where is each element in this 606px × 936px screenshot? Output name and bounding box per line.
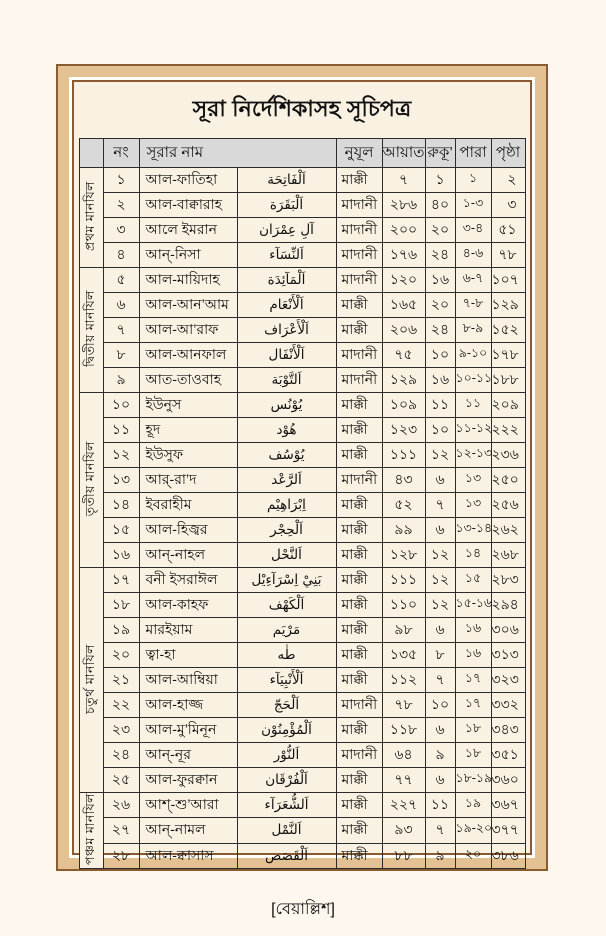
surah-name-bengali: আন্-নামল bbox=[139, 818, 237, 843]
surah-name-bengali: ইবরাহীম bbox=[139, 493, 237, 518]
ruku-count: ১০ bbox=[425, 418, 455, 443]
ruku-count: ১৬ bbox=[425, 268, 455, 293]
ruku-count: ৮ bbox=[425, 643, 455, 668]
surah-table-body bbox=[79, 168, 525, 869]
surah-name-arabic: يُوْنُس bbox=[237, 393, 336, 418]
ruku-count: ৭ bbox=[425, 668, 455, 693]
surah-number: ১৯ bbox=[103, 618, 139, 643]
revelation-place: মাক্কী bbox=[336, 168, 382, 193]
table-row bbox=[79, 218, 525, 243]
ruku-count: ১২ bbox=[425, 443, 455, 468]
revelation-place: মাক্কী bbox=[336, 518, 382, 543]
revelation-place: মাক্কী bbox=[336, 643, 382, 668]
page-number: ১৫২ bbox=[491, 318, 525, 343]
ayat-count: ৭ bbox=[382, 168, 425, 193]
surah-number: ১৭ bbox=[103, 568, 139, 593]
surah-number: ২৬ bbox=[103, 793, 139, 818]
para-range: ৯-১০ bbox=[455, 343, 491, 368]
header-no: নং bbox=[103, 139, 139, 168]
surah-name-arabic: اَلْفُرْقَان bbox=[237, 768, 336, 793]
para-range: ১৭ bbox=[455, 668, 491, 693]
ruku-count: ১১ bbox=[425, 793, 455, 818]
ruku-count: ২৪ bbox=[425, 243, 455, 268]
surah-name-arabic: اَلرَّعْد bbox=[237, 468, 336, 493]
table-row bbox=[79, 393, 525, 418]
manzil-group-cell bbox=[79, 268, 103, 393]
manzil-label: চতুর্থ মানযিল bbox=[83, 643, 98, 714]
ayat-count: ১২০ bbox=[382, 268, 425, 293]
ruku-count: ১২ bbox=[425, 593, 455, 618]
table-row bbox=[79, 493, 525, 518]
revelation-place: মাক্কী bbox=[336, 768, 382, 793]
para-range: ৭-৮ bbox=[455, 293, 491, 318]
surah-name-bengali: হূদ bbox=[139, 418, 237, 443]
ayat-count: ১১০ bbox=[382, 593, 425, 618]
revelation-place: মাক্কী bbox=[336, 318, 382, 343]
page-number: ২ bbox=[491, 168, 525, 193]
page-number: ২০৯ bbox=[491, 393, 525, 418]
para-range: ১৬ bbox=[455, 643, 491, 668]
revelation-place: মাদানী bbox=[336, 743, 382, 768]
surah-name-arabic: اَلنِّسَآء bbox=[237, 243, 336, 268]
page-number: ৩২৩ bbox=[491, 668, 525, 693]
table-row bbox=[79, 418, 525, 443]
surah-number: ১৩ bbox=[103, 468, 139, 493]
table-row bbox=[79, 668, 525, 693]
ayat-count: ১১১ bbox=[382, 443, 425, 468]
table-row bbox=[79, 343, 525, 368]
surah-name-arabic: اَلشُّعَرَآء bbox=[237, 793, 336, 818]
surah-number: ২৮ bbox=[103, 843, 139, 868]
ayat-count: ৯৩ bbox=[382, 818, 425, 843]
surah-name-arabic: اَلْمُؤْمِنُوْن bbox=[237, 718, 336, 743]
para-range: ৮-৯ bbox=[455, 318, 491, 343]
para-range: ১ bbox=[455, 168, 491, 193]
page-number: ১২৯ bbox=[491, 293, 525, 318]
ayat-count: ৪৩ bbox=[382, 468, 425, 493]
surah-name-bengali: আত-তাওবাহ bbox=[139, 368, 237, 393]
page-number: ৭৮ bbox=[491, 243, 525, 268]
ayat-count: ৭৫ bbox=[382, 343, 425, 368]
table-row bbox=[79, 643, 525, 668]
table-row bbox=[79, 318, 525, 343]
ruku-count: ৭ bbox=[425, 493, 455, 518]
ayat-count: ১২৮ bbox=[382, 543, 425, 568]
surah-number: ১১ bbox=[103, 418, 139, 443]
page-number: ৩ bbox=[491, 193, 525, 218]
para-range: ১৩ bbox=[455, 493, 491, 518]
table-row bbox=[79, 568, 525, 593]
page-number: ২৯৪ bbox=[491, 593, 525, 618]
surah-name-bengali: আন্-নাহল bbox=[139, 543, 237, 568]
ayat-count: ২৮৬ bbox=[382, 193, 425, 218]
ruku-count: ৬ bbox=[425, 518, 455, 543]
surah-name-bengali: আল-ক্বাসাস bbox=[139, 843, 237, 868]
surah-name-bengali: আল-মায়িদাহ bbox=[139, 268, 237, 293]
para-range: ১১-১২ bbox=[455, 418, 491, 443]
table-row bbox=[79, 593, 525, 618]
decorative-border-frame bbox=[56, 64, 548, 871]
para-range: ১৯ bbox=[455, 793, 491, 818]
surah-name-bengali: বনী ইসরাঈল bbox=[139, 568, 237, 593]
page-number: ২৮৩ bbox=[491, 568, 525, 593]
table-row bbox=[79, 443, 525, 468]
surah-number: ৭ bbox=[103, 318, 139, 343]
page-number: ২২২ bbox=[491, 418, 525, 443]
ayat-count: ৯৮ bbox=[382, 618, 425, 643]
surah-name-bengali: আল-ফাতিহা bbox=[139, 168, 237, 193]
surah-name-bengali: ইউনুস bbox=[139, 393, 237, 418]
revelation-place: মাক্কী bbox=[336, 418, 382, 443]
table-row bbox=[79, 843, 525, 868]
surah-name-bengali: আলে ইমরান bbox=[139, 218, 237, 243]
surah-number: ২ bbox=[103, 193, 139, 218]
ayat-count: ১০৯ bbox=[382, 393, 425, 418]
para-range: ১২-১৩ bbox=[455, 443, 491, 468]
ayat-count: ৯৯ bbox=[382, 518, 425, 543]
para-range: ১৮-১৯ bbox=[455, 768, 491, 793]
ruku-count: ৬ bbox=[425, 468, 455, 493]
page-number-footer: [বেয়াল্লিশ] bbox=[271, 901, 335, 918]
page-number: ৩৩২ bbox=[491, 693, 525, 718]
revelation-place: মাক্কী bbox=[336, 443, 382, 468]
revelation-place: মাক্কী bbox=[336, 618, 382, 643]
surah-name-bengali: আল-হিজ্বর bbox=[139, 518, 237, 543]
manzil-group-cell bbox=[79, 793, 103, 869]
surah-number: ৮ bbox=[103, 343, 139, 368]
ruku-count: ২৪ bbox=[425, 318, 455, 343]
surah-number: ৬ bbox=[103, 293, 139, 318]
revelation-place: মাদানী bbox=[336, 218, 382, 243]
surah-index-table bbox=[79, 138, 526, 869]
surah-name-arabic: يُوْسُف bbox=[237, 443, 336, 468]
revelation-place: মাক্কী bbox=[336, 668, 382, 693]
surah-name-arabic: اَلْأَعْرَاف bbox=[237, 318, 336, 343]
ruku-count: ১২ bbox=[425, 568, 455, 593]
surah-name-arabic: بَنِيْ اِسْرَآءِيْل bbox=[237, 568, 336, 593]
table-row bbox=[79, 718, 525, 743]
ruku-count: ১০ bbox=[425, 693, 455, 718]
surah-name-arabic: طٰه bbox=[237, 643, 336, 668]
surah-name-arabic: اَلْأَنْعَام bbox=[237, 293, 336, 318]
surah-name-arabic: اَلنَّمْل bbox=[237, 818, 336, 843]
para-range: ১৩ bbox=[455, 468, 491, 493]
table-row bbox=[79, 193, 525, 218]
surah-number: ৩ bbox=[103, 218, 139, 243]
surah-name-arabic: اَلنَّحْل bbox=[237, 543, 336, 568]
header-ruku: রুকূ’ bbox=[425, 139, 455, 168]
manzil-label: পঞ্চম মানযিল bbox=[83, 793, 98, 865]
surah-name-arabic: مَرْيَم bbox=[237, 618, 336, 643]
revelation-place: মাদানী bbox=[336, 268, 382, 293]
ruku-count: ২০ bbox=[425, 218, 455, 243]
page-number: ৩৬০ bbox=[491, 768, 525, 793]
revelation-place: মাক্কী bbox=[336, 593, 382, 618]
surah-number: ২২ bbox=[103, 693, 139, 718]
surah-name-arabic: اَلْبَقَرَة bbox=[237, 193, 336, 218]
table-row bbox=[79, 793, 525, 818]
revelation-place: মাক্কী bbox=[336, 393, 382, 418]
page-number: ২৫৬ bbox=[491, 493, 525, 518]
surah-number: ১৮ bbox=[103, 593, 139, 618]
ruku-count: ৬ bbox=[425, 718, 455, 743]
revelation-place: মাদানী bbox=[336, 343, 382, 368]
page-number: ২৩৬ bbox=[491, 443, 525, 468]
surah-name-arabic: اَلْقَصَص bbox=[237, 843, 336, 868]
ayat-count: ৮৮ bbox=[382, 843, 425, 868]
ruku-count: ৪০ bbox=[425, 193, 455, 218]
table-row bbox=[79, 468, 525, 493]
ayat-count: ১১২ bbox=[382, 668, 425, 693]
surah-name-arabic: اَلْفَاتِحَة bbox=[237, 168, 336, 193]
para-range: ১৮ bbox=[455, 718, 491, 743]
surah-number: ২১ bbox=[103, 668, 139, 693]
table-row bbox=[79, 818, 525, 843]
surah-number: ২৭ bbox=[103, 818, 139, 843]
revelation-place: মাদানী bbox=[336, 193, 382, 218]
ayat-count: ১১১ bbox=[382, 568, 425, 593]
surah-name-arabic: اَلْكَهْف bbox=[237, 593, 336, 618]
surah-name-arabic: اَلْأَنْبِيَآء bbox=[237, 668, 336, 693]
ayat-count: ৭৮ bbox=[382, 693, 425, 718]
header-nuzul: নুযূল bbox=[336, 139, 382, 168]
header-row bbox=[79, 139, 525, 168]
para-range: ১৭ bbox=[455, 693, 491, 718]
manzil-group-cell bbox=[79, 393, 103, 568]
para-range: ১৩-১৪ bbox=[455, 518, 491, 543]
ruku-count: ৭ bbox=[425, 818, 455, 843]
surah-name-bengali: আন্-নূর bbox=[139, 743, 237, 768]
revelation-place: মাক্কী bbox=[336, 818, 382, 843]
revelation-place: মাক্কী bbox=[336, 293, 382, 318]
header-para: পারা bbox=[455, 139, 491, 168]
table-row bbox=[79, 693, 525, 718]
ayat-count: ১২৯ bbox=[382, 368, 425, 393]
surah-name-arabic: اَلْأَنْفَال bbox=[237, 343, 336, 368]
ayat-count: ৭৭ bbox=[382, 768, 425, 793]
page-number: ৩৪৩ bbox=[491, 718, 525, 743]
page-number: ২৬২ bbox=[491, 518, 525, 543]
page-title: সূরা নির্দেশিকাসহ সূচিপত্র bbox=[192, 96, 412, 121]
para-range: ১৯-২০ bbox=[455, 818, 491, 843]
manzil-group-cell bbox=[79, 168, 103, 268]
manzil-label: দ্বিতীয় মানযিল bbox=[83, 290, 98, 367]
surah-number: ১০ bbox=[103, 393, 139, 418]
ruku-count: ৬ bbox=[425, 618, 455, 643]
table-row bbox=[79, 293, 525, 318]
surah-name-bengali: আল-বাক্বারাহ bbox=[139, 193, 237, 218]
surah-name-bengali: আল-কাহফ bbox=[139, 593, 237, 618]
ayat-count: ২০৬ bbox=[382, 318, 425, 343]
table-row bbox=[79, 518, 525, 543]
surah-name-bengali: আল-ফুরক্বান bbox=[139, 768, 237, 793]
ayat-count: ১৬৫ bbox=[382, 293, 425, 318]
surah-number: ১২ bbox=[103, 443, 139, 468]
ruku-count: ১১ bbox=[425, 393, 455, 418]
surah-name-bengali: আন্-নিসা bbox=[139, 243, 237, 268]
surah-name-bengali: ত্বা-হা bbox=[139, 643, 237, 668]
page-number: ২৬৮ bbox=[491, 543, 525, 568]
table-row bbox=[79, 368, 525, 393]
surah-number: ১৫ bbox=[103, 518, 139, 543]
manzil-label: প্রথম মানযিল bbox=[83, 181, 98, 251]
ayat-count: ১২৩ bbox=[382, 418, 425, 443]
surah-name-bengali: ইউসুফ bbox=[139, 443, 237, 468]
surah-number: ১ bbox=[103, 168, 139, 193]
page-number: ৩৭৭ bbox=[491, 818, 525, 843]
page-number: ৩৮৬ bbox=[491, 843, 525, 868]
page-number: ৩০৬ bbox=[491, 618, 525, 643]
surah-name-arabic: اَلنُّوْر bbox=[237, 743, 336, 768]
revelation-place: মাদানী bbox=[336, 243, 382, 268]
para-range: ১০-১১ bbox=[455, 368, 491, 393]
ruku-count: ২০ bbox=[425, 293, 455, 318]
ayat-count: ২০০ bbox=[382, 218, 425, 243]
surah-name-bengali: আল-আ’রাফ bbox=[139, 318, 237, 343]
surah-number: ৯ bbox=[103, 368, 139, 393]
surah-name-arabic: اِبْرَاهِيْم bbox=[237, 493, 336, 518]
revelation-place: মাদানী bbox=[336, 468, 382, 493]
ayat-count: ১৭৬ bbox=[382, 243, 425, 268]
surah-name-bengali: আল-হাজ্জ bbox=[139, 693, 237, 718]
revelation-place: মাক্কী bbox=[336, 543, 382, 568]
ruku-count: ৯ bbox=[425, 743, 455, 768]
ruku-count: ১৬ bbox=[425, 368, 455, 393]
para-range: ৪-৬ bbox=[455, 243, 491, 268]
surah-name-arabic: اَلْمَآئِدَة bbox=[237, 268, 336, 293]
frame-white-band bbox=[69, 77, 535, 865]
page-number: ৫১ bbox=[491, 218, 525, 243]
para-range: ১৫-১৬ bbox=[455, 593, 491, 618]
page-number: ১০৭ bbox=[491, 268, 525, 293]
page-number: ১৮৮ bbox=[491, 368, 525, 393]
manzil-group-cell bbox=[79, 568, 103, 793]
ayat-count: ১১৮ bbox=[382, 718, 425, 743]
ruku-count: ৬ bbox=[425, 768, 455, 793]
surah-name-bengali: মারইয়াম bbox=[139, 618, 237, 643]
ruku-count: ১২ bbox=[425, 543, 455, 568]
ruku-count: ১ bbox=[425, 168, 455, 193]
revelation-place: মাক্কী bbox=[336, 793, 382, 818]
ruku-count: ৯ bbox=[425, 843, 455, 868]
para-range: ১৫ bbox=[455, 568, 491, 593]
surah-name-arabic: اَلْحَجّ bbox=[237, 693, 336, 718]
table-row bbox=[79, 268, 525, 293]
page-number: ২৫০ bbox=[491, 468, 525, 493]
ayat-count: ৫২ bbox=[382, 493, 425, 518]
surah-number: ২৩ bbox=[103, 718, 139, 743]
surah-name-arabic: اَلْحِجْر bbox=[237, 518, 336, 543]
para-range: ১৪ bbox=[455, 543, 491, 568]
surah-number: ২০ bbox=[103, 643, 139, 668]
surah-name-bengali: আশ্-শু’আরা bbox=[139, 793, 237, 818]
para-range: ১৮ bbox=[455, 743, 491, 768]
revelation-place: মাদানী bbox=[336, 693, 382, 718]
page-number: ৩৫১ bbox=[491, 743, 525, 768]
revelation-place: মাক্কী bbox=[336, 568, 382, 593]
revelation-place: মাক্কী bbox=[336, 843, 382, 868]
table-row bbox=[79, 243, 525, 268]
table-header bbox=[79, 139, 525, 168]
surah-name-bengali: আল-মু’মিনূন bbox=[139, 718, 237, 743]
header-page: পৃষ্ঠা bbox=[491, 139, 525, 168]
surah-name-bengali: আল-আনফাল bbox=[139, 343, 237, 368]
table-row bbox=[79, 168, 525, 193]
ruku-count: ১০ bbox=[425, 343, 455, 368]
page-number: ৩১৩ bbox=[491, 643, 525, 668]
revelation-place: মাক্কী bbox=[336, 718, 382, 743]
para-range: ২০ bbox=[455, 843, 491, 868]
table-row bbox=[79, 543, 525, 568]
ayat-count: ৬৪ bbox=[382, 743, 425, 768]
surah-number: ৫ bbox=[103, 268, 139, 293]
table-row bbox=[79, 618, 525, 643]
header-surah-name: সূরার নাম bbox=[139, 139, 336, 168]
header-ayat: আয়াত bbox=[382, 139, 425, 168]
surah-name-bengali: আল-আন’আম bbox=[139, 293, 237, 318]
surah-name-arabic: آلِ عِمْرَان bbox=[237, 218, 336, 243]
ayat-count: ২২৭ bbox=[382, 793, 425, 818]
para-range: ৬-৭ bbox=[455, 268, 491, 293]
surah-name-arabic: اَلتَّوْبَة bbox=[237, 368, 336, 393]
surah-number: ১৬ bbox=[103, 543, 139, 568]
table-row bbox=[79, 743, 525, 768]
surah-number: ২৪ bbox=[103, 743, 139, 768]
surah-name-bengali: আর্-রা’দ bbox=[139, 468, 237, 493]
para-range: ১১ bbox=[455, 393, 491, 418]
manzil-label: তৃতীয় মানযিল bbox=[83, 440, 98, 517]
surah-name-arabic: هُوْد bbox=[237, 418, 336, 443]
table-row bbox=[79, 768, 525, 793]
page-number: ১৭৮ bbox=[491, 343, 525, 368]
para-range: ১৬ bbox=[455, 618, 491, 643]
para-range: ৩-৪ bbox=[455, 218, 491, 243]
revelation-place: মাদানী bbox=[336, 368, 382, 393]
ayat-count: ১৩৫ bbox=[382, 643, 425, 668]
page-content bbox=[72, 80, 532, 865]
surah-name-bengali: আল-আম্বিয়া bbox=[139, 668, 237, 693]
revelation-place: মাক্কী bbox=[336, 493, 382, 518]
surah-number: ৪ bbox=[103, 243, 139, 268]
header-manzil bbox=[79, 139, 103, 168]
page-number: ৩৬৭ bbox=[491, 793, 525, 818]
surah-number: ২৫ bbox=[103, 768, 139, 793]
para-range: ১-৩ bbox=[455, 193, 491, 218]
surah-number: ১৪ bbox=[103, 493, 139, 518]
